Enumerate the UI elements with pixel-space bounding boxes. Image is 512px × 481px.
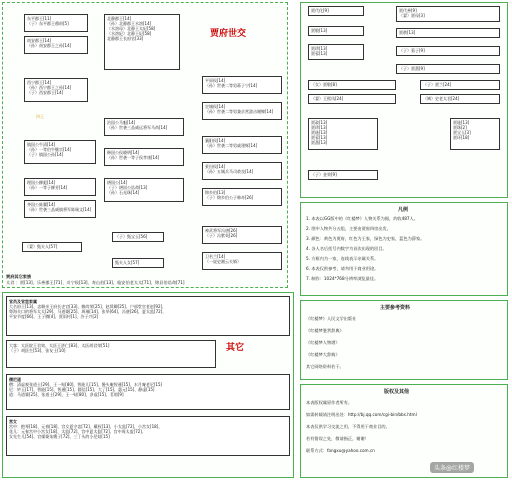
box-nanan: 南安郡王[14] （孙）南安郡王之孙[14]: [24, 36, 88, 54]
box-fengtang: 神武将军冯唐[26] （子）冯紫英[26]: [202, 226, 282, 244]
legend-line-5: 5. 方框内为一家，连线表示亲属关系。: [306, 256, 379, 261]
seal-jiafu: 贾府世交: [210, 29, 247, 39]
box-zhen-rong: 贾珍[13] 贾蓉[13]: [308, 44, 364, 60]
box-zhen-wife: （妻）甄夫人[57]: [22, 242, 82, 252]
box-wangxifeng: （妻）王熙凤[24]: [308, 94, 396, 104]
copyright-line-5: 联系方式：fangxu@yahoo.com.cn: [306, 448, 375, 453]
block-palace: 宫女 宫中：抱琴[18]、元春[18]、宫女夏守忠[72]、戴权[13]、小太监[72]、小宫女[18]、 花儿：元春宫中小宫女[18]、太监[72]、宫中夏太监[72]、宫中周太监[72]、 女先生儿[54]、官媒婆朱嫂子[72]、三丁头的小尼姑[15]: [6, 416, 290, 456]
box-zhen-son: （子）甄宝玉[56]: [112, 232, 164, 242]
copyright-line-2: 如需转载请注明出处：http://bj.qq.com/cgi-bin/bbs.html: [306, 412, 417, 417]
box-liguo: 理国公柳彪[14] （孙）一等子柳芳[14]: [24, 178, 96, 196]
box-dongping: 东平郡王[11] （子）东平郡王穆莳[5]: [24, 14, 88, 32]
section-siwang: 四王: [36, 114, 44, 119]
box-zhen-daughter: 甄夫人女[57]: [112, 258, 164, 268]
legend-line-7: 7. 制作：1024*768分辨率浏览最佳。: [306, 276, 379, 281]
other-families-text: 太君 ：贾[13]、乐善郡王[71]、川宁侯[13]、寿山伯[13]、临安伯老太太[71]、锦县伯诰命[71]: [6, 280, 185, 285]
box-zhiguo: 治国公马魁[14] （孙）世袭三品威远将军马尚[14]: [104, 118, 184, 136]
legend-title: 凡例: [398, 207, 409, 213]
block-doctors: 大客：太医院王君效、太医王济仁[83]、太医胡君荣[51] （子）胡医生[53]、张友士[10]: [6, 340, 216, 368]
box-xining: 西宁郡王[14] （孙）西宁郡王之孙[14] （子）西安郡王[14]: [24, 78, 88, 102]
other-families-title: 贾府其它家族: [6, 274, 32, 279]
panel-copyright: [300, 384, 508, 478]
box-jinxiang: 锦乡伯[13] （子）锦乡伯公子韩奇[26]: [202, 188, 282, 206]
refs-title: 主要参考资料: [380, 305, 411, 311]
box-beijing: 北静郡王[14] （孙）北静郡王水溶[14] （水溶母）北静王太妃[58] （水溶妃）北静王妃[58] 北静郡王长府官[33]: [104, 14, 180, 70]
refs-line-1: 《红楼梦》人民文学出版社: [306, 316, 357, 321]
refs-line-3: 《红楼梦人物谱》: [306, 340, 340, 345]
block-officials: 官员及官宦家属 大名府王[13]、忠顺亲王府长史官[33]、赖尚荣[25]、赵舜卿[25]、户部堂官老赵[92]、 粤海关口的将军太太[29]、马道婆[25]、周瑞[14]、张华[64]、冯唐[26]、夏太监[72]、 平安节度[66]、王子腾[4]、贾雨村[1]、冷子兴[2]: [6, 296, 290, 336]
box-jingtian: 景田侯[14] （孙）五城兵马司裘良[14]: [202, 162, 282, 180]
block-clergy: 僧尼道 僧：清虚观张道士[29]、王一贴[80]、智能儿[15]、馒头庵智通[15]、水月庵老尼[15] 尼：妙玉[17]、智能[15]、智通[15]、圆信[15]、大了[15]、惠元[15]、静虚[15] 道：马道婆[25]、张道士[29]、王一贴[80]、净虚[15]、茗烟[9]: [6, 374, 290, 410]
box-jia-group-2: 贾琏[13] 贾珠[2] 贾宝玉[3] 贾环[18]: [450, 118, 500, 150]
box-daihua: 贾代化[9]: [308, 6, 364, 16]
box-jing: 贾敬[13]: [308, 26, 364, 36]
box-weiruolan: 卫若兰[14] （一说史湘云夫婿）: [202, 252, 282, 270]
box-qiguo: 齐国公陈翼[14] （孙）世袭三品威镇将军陈瑞文[14]: [24, 200, 96, 218]
copyright-line-3: 本表仅供学习交流之用，不得用于商业目的。: [306, 424, 390, 429]
copyright-title: 版权及其他: [384, 389, 410, 395]
box-juzi: （子）菊子[9]: [396, 46, 500, 56]
box-zhenguo: 镇国公牛清[14] （孙）一等伯牛继宗[14] （子）镇国公孙[14]: [24, 140, 96, 164]
watermark: 头条@红楼梦: [430, 462, 474, 473]
box-shanguo: 缮国公[14] （子）缮国公诰命[13] （孙）石光珠[14]: [104, 178, 184, 202]
box-shilaojun: （姨）史老太君[24]: [420, 94, 500, 104]
legend-line-1: 1. 本表以GG版中的《红楼梦》人物关系为据，约收487人。: [306, 216, 418, 221]
legend-line-6: 6. 本表仅供参考，请勿用于商业用途。: [306, 266, 379, 271]
box-jinrong: （子）金荣[9]: [308, 170, 378, 180]
box-dingcheng: 定城侯[14] （孙）世袭二等男兼京营游击谢鲸[14]: [202, 102, 282, 120]
refs-line-2: 《红楼梦鉴赏辞典》: [306, 328, 344, 333]
copyright-line-4: 若有错误之处，敬请指正，谢谢！: [306, 436, 369, 441]
copyright-line-1: 本表版权属原作者所有。: [306, 400, 353, 405]
legend-line-4: 4. 各人名后括号内数字为首次出现的回目。: [306, 246, 387, 251]
box-jiajing-f: （女）贾敬[8]: [308, 80, 396, 90]
seal-other: 其它: [226, 343, 245, 353]
box-jiaqiang: （子）贾蔷[9]: [396, 64, 500, 74]
legend-line-3: 3. 颜色：黄色为贾府，红色为王家，绿色为史家，蓝色为薛家。: [306, 236, 425, 241]
refs-line-4: 《红楼梦大辞典》: [306, 352, 340, 357]
box-xiangyang: 襄阳侯[14] （孙）世袭二等男戚建辉[14]: [202, 136, 282, 154]
refs-line-5: 其它网络资料若干。: [306, 364, 344, 369]
box-xiuguo: 修国公侯晓明[14] （孙）世袭一等子侯孝康[14]: [104, 148, 184, 166]
box-daishan: 贾代善[9] （妻）贾母[3]: [396, 6, 500, 22]
box-pingyuan: 平原侯[14] （孙）世袭二等男蒋子宁[14]: [202, 76, 282, 94]
legend-line-2: 2. 图中人物共分五组，主要由贾府四房出发。: [306, 226, 391, 231]
box-jialan: （子）贾兰[24]: [420, 80, 500, 90]
box-she-zheng: 贾赦[13]: [396, 28, 500, 38]
box-jia-group-1: 贾政[13] 贾珍[13] 贾琏[13] 贾蓉[13] 贾蔷[13]: [308, 118, 378, 150]
